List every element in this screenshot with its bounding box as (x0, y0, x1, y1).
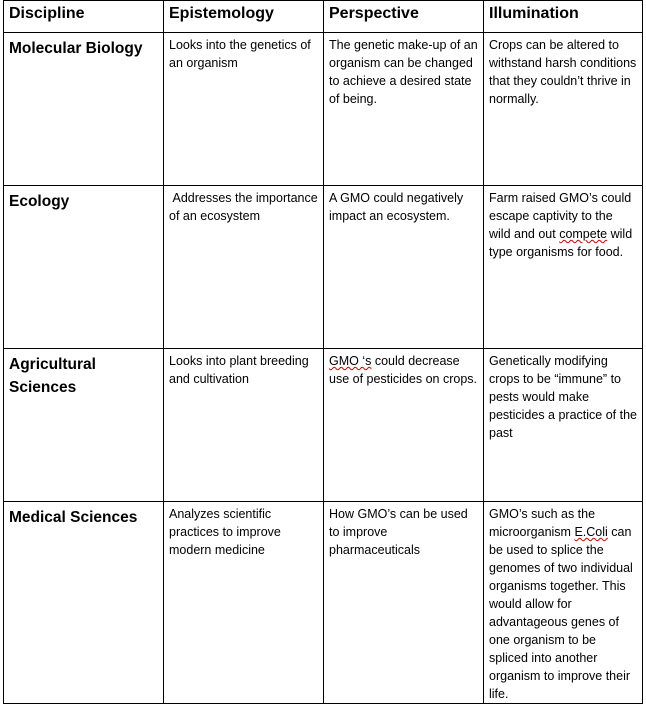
perspective-text (329, 352, 478, 388)
discipline-cell (4, 186, 164, 349)
illumination-cell (484, 33, 643, 186)
illumination-text-part: Farm raised GMO’s could escape captivity to the wild and out (489, 191, 632, 241)
perspective-cell (324, 502, 484, 704)
epistemology-cell (164, 502, 324, 704)
epistemology-cell (164, 33, 324, 186)
discipline-cell (4, 33, 164, 186)
illumination-text (489, 189, 637, 261)
illumination-cell (484, 186, 643, 349)
table-row (4, 33, 643, 186)
table-row (4, 349, 643, 502)
epistemology-text: Looks into the genetics of an organism (169, 38, 311, 70)
discipline-table (3, 0, 643, 704)
perspective-text-part: could decrease use of pesticides on crops. (329, 354, 477, 386)
spellcheck-flagged-word: compete (559, 227, 608, 241)
header-discipline: Discipline (9, 5, 85, 22)
header-cell-illumination (484, 1, 643, 33)
illumination-cell (484, 349, 643, 502)
table-row (4, 502, 643, 704)
header-illumination: Illumination (489, 5, 579, 22)
illumination-text: Genetically modifying crops to be “immune” to pests would make pesticides a practice of the past (489, 354, 637, 440)
discipline-cell (4, 349, 164, 502)
epistemology-text: Looks into plant breeding and cultivation (169, 354, 309, 386)
discipline-agricultural-sciences: Agricultural Sciences (9, 356, 96, 396)
discipline-ecology: Ecology (9, 193, 70, 210)
spellcheck-flagged-word: GMO ‘s (329, 354, 372, 368)
perspective-text: How GMO’s can be used to improve pharmaceuticals (329, 507, 468, 557)
table-row (4, 186, 643, 349)
perspective-cell (324, 33, 484, 186)
epistemology-cell (164, 349, 324, 502)
spellcheck-flagged-word: E.Coli (574, 525, 608, 539)
header-cell-perspective (324, 1, 484, 33)
epistemology-text: Analyzes scientific practices to improve modern medicine (169, 507, 281, 557)
illumination-text: Crops can be altered to withstand harsh conditions that they couldn’t thrive in normally. (489, 38, 637, 106)
epistemology-text: Addresses the importance of an ecosystem (169, 191, 322, 223)
header-perspective: Perspective (329, 5, 419, 22)
perspective-text: A GMO could negatively impact an ecosystem. (329, 191, 464, 223)
perspective-text: The genetic make-up of an organism can be changed to achieve a desired state of being. (329, 38, 478, 106)
illumination-text-part: can be used to splice the genomes of two individual organisms together. This would allow for advantageous genes of one organism to be spliced into another organism to improve their life. (489, 525, 633, 701)
discipline-molecular-biology: Molecular Biology (9, 40, 143, 57)
header-epistemology: Epistemology (169, 5, 274, 22)
illumination-text-part: GMO’s such as the microorganism (489, 507, 596, 539)
header-row (4, 1, 643, 33)
header-cell-epistemology (164, 1, 324, 33)
discipline-cell (4, 502, 164, 704)
epistemology-cell (164, 186, 324, 349)
discipline-medical-sciences: Medical Sciences (9, 509, 138, 526)
illumination-cell (484, 502, 643, 704)
illumination-text-part: wild type organisms for food. (489, 227, 633, 259)
illumination-text (489, 505, 637, 703)
perspective-cell (324, 349, 484, 502)
header-cell-discipline (4, 1, 164, 33)
perspective-cell (324, 186, 484, 349)
